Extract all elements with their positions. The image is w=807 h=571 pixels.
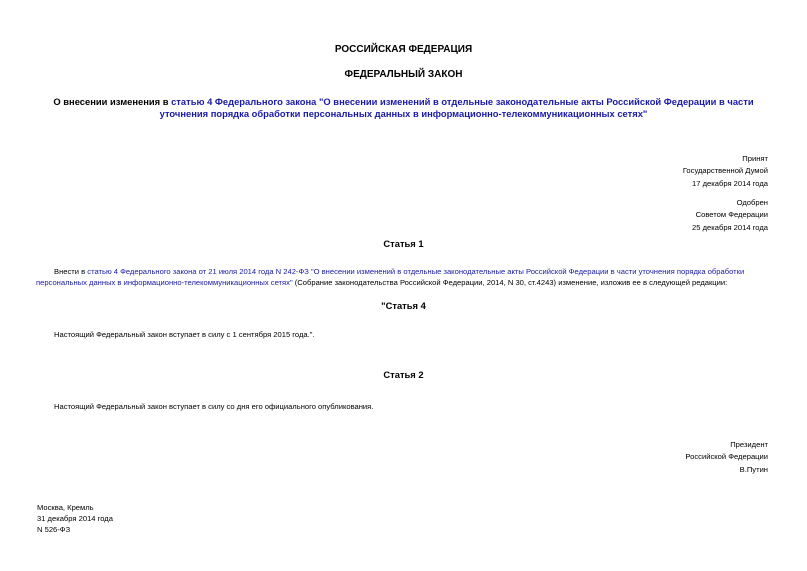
article-1-suffix: (Собрание законодательства Российской Федерации, 2014, N 30, ст.4243) изменение, изложив ее в следующей редакции: <box>292 278 728 287</box>
signature-body: Российской Федерации <box>685 452 768 462</box>
law-title-link[interactable]: статью 4 Федерального закона "О внесении изменений в отдельные законодательные акты Российской Федерации в части уточнения порядка обработки персональных данных в информационно-телекоммуникационных сетях" <box>159 96 754 119</box>
signature-block <box>685 439 768 476</box>
country-heading: РОССИЙСКАЯ ФЕДЕРАЦИЯ <box>334 44 473 55</box>
approved-label: Одобрен <box>736 198 768 207</box>
article-2-heading: Статья 2 <box>383 369 424 380</box>
article-1-link-title[interactable]: "О внесении изменений в отдельные законодательные акты Российской Федерации в части уточнения порядка обработки персональных данных в информационно-телекоммуникационных сетях" <box>36 267 745 287</box>
footer-date: 31 декабря 2014 года <box>37 514 113 523</box>
article-1-link-law[interactable]: статью 4 Федерального закона от 21 июля 2014 года N 242-ФЗ <box>87 267 309 276</box>
law-title <box>36 96 771 120</box>
article-4-text: Настоящий Федеральный закон вступает в силу с 1 сентября 2015 года.". <box>54 330 315 339</box>
footer-number: N 526-ФЗ <box>37 525 71 534</box>
article-1-text <box>36 266 772 288</box>
article-2-text: Настоящий Федеральный закон вступает в силу со дня его официального опубликования. <box>54 402 374 411</box>
adopted-label: Принят <box>742 154 768 163</box>
doc-type-heading: ФЕДЕРАЛЬНЫЙ ЗАКОН <box>344 69 463 80</box>
adopted-date: 17 декабря 2014 года <box>692 178 768 188</box>
footer-place: Москва, Кремль <box>37 503 94 512</box>
article-1-heading: Статья 1 <box>383 238 424 249</box>
signature-name: В.Путин <box>739 464 768 474</box>
adopted-block <box>683 153 768 190</box>
footer-block <box>37 502 113 535</box>
article-4-heading: "Статья 4 <box>381 300 426 311</box>
approved-block <box>692 197 768 234</box>
article-1-prefix: Внести в <box>54 267 88 276</box>
approved-body: Советом Федерации <box>695 210 768 220</box>
adopted-body: Государственной Думой <box>682 166 768 176</box>
signature-title: Президент <box>730 440 768 449</box>
law-title-prefix: О внесении изменения в <box>53 96 172 107</box>
approved-date: 25 декабря 2014 года <box>692 222 768 232</box>
